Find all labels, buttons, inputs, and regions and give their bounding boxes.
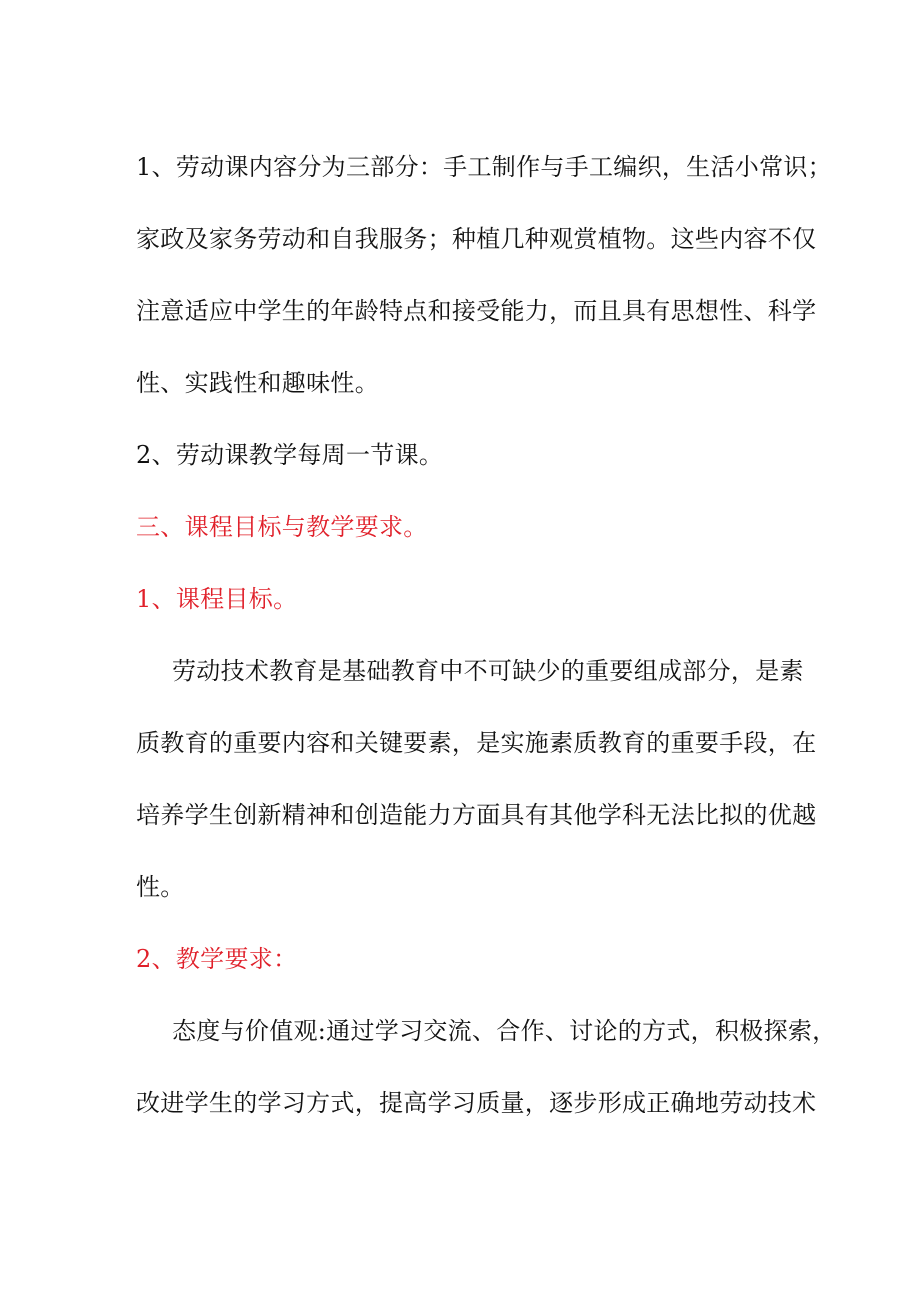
paragraph-line: 改进学生的学习方式，提高学习质量，逐步形成正确地劳动技术	[136, 1089, 817, 1117]
subsection-heading: 1、课程目标。	[136, 585, 298, 613]
paragraph-line: 性。	[136, 873, 185, 901]
section-heading: 三、课程目标与教学要求。	[136, 513, 428, 541]
paragraph-line: 家政及家务劳动和自我服务；种植几种观赏植物。这些内容不仅	[136, 225, 817, 253]
paragraph-line: 培养学生创新精神和创造能力方面具有其他学科无法比拟的优越	[136, 801, 817, 829]
paragraph-line: 1、劳动课内容分为三部分：手工制作与手工编织，生活小常识；	[136, 153, 832, 181]
paragraph-line: 2、劳动课教学每周一节课。	[136, 441, 444, 469]
paragraph-line: 劳动技术教育是基础教育中不可缺少的重要组成部分，是素	[172, 657, 804, 685]
subsection-heading: 2、教学要求：	[136, 945, 298, 973]
paragraph-line: 性、实践性和趣味性。	[136, 369, 379, 397]
paragraph-line: 注意适应中学生的年龄特点和接受能力，而且具有思想性、科学	[136, 297, 817, 325]
paragraph-line: 质教育的重要内容和关键要素，是实施素质教育的重要手段，在	[136, 729, 817, 757]
paragraph-line: 态度与价值观:通过学习交流、合作、讨论的方式，积极探索，	[172, 1017, 837, 1045]
